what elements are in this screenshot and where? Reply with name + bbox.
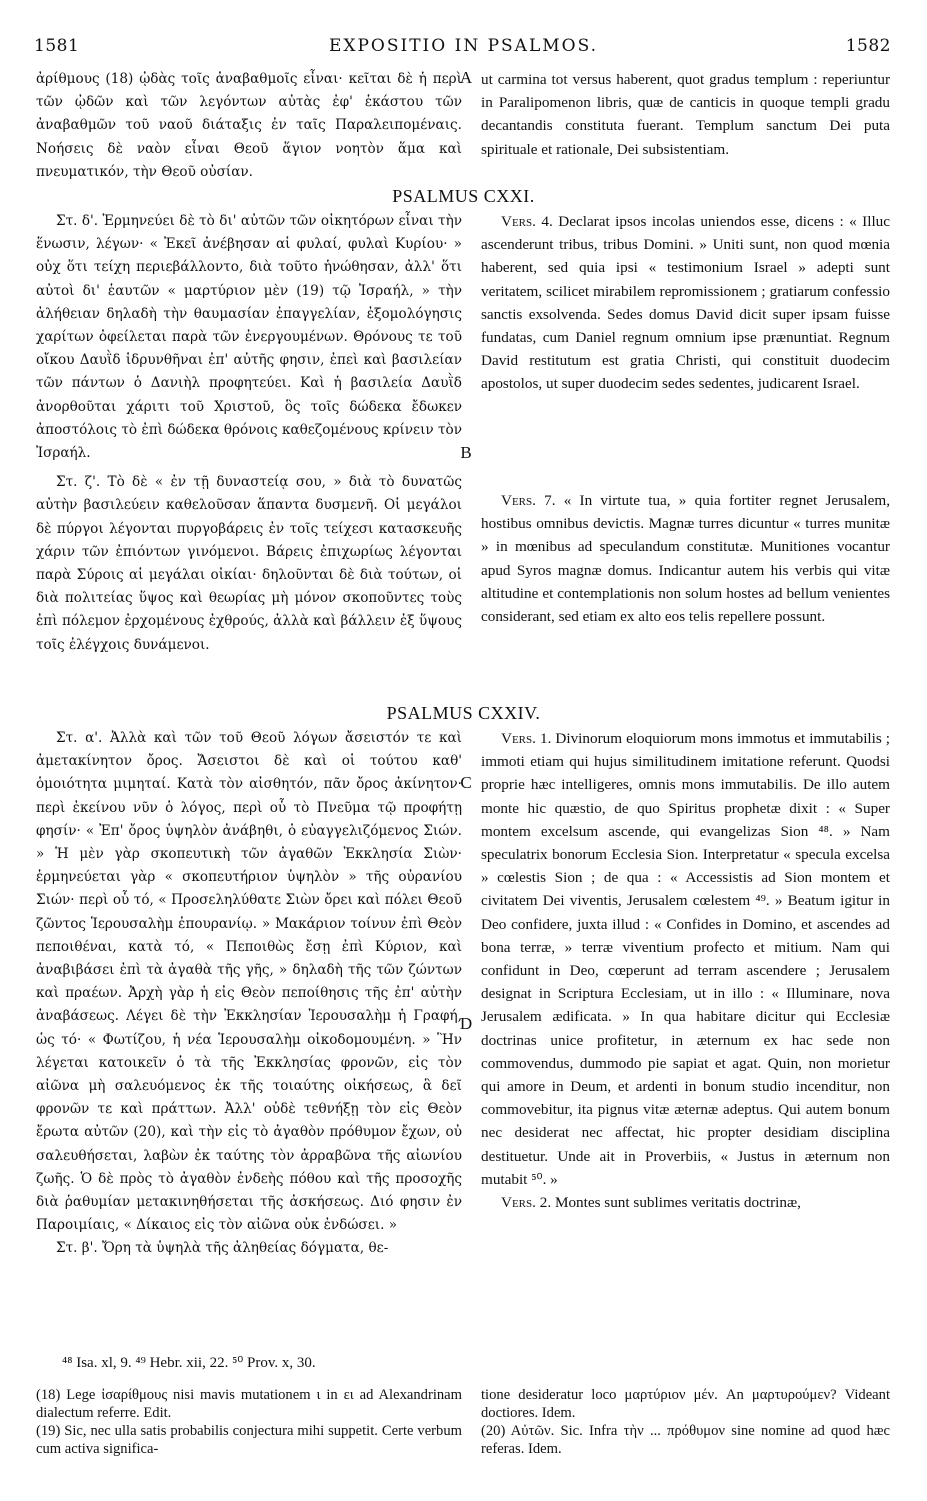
latin-psalm-cxxi-verse-7: Vers. 7. « In virtute tua, » quia fortiter regnet Jerusalem, hostibus omnibus devictis. Magnæ turres dicuntur « turres munitæ » in mœnibus ad speculandum constitutæ. Munitiones vocantur apud Syros magnæ domus. Indicantur autem his verbis qui vitæ altitudine et contemplationis non solum hostes ad bellum venientes considerant, sed etiam ex alto eos telis repellere possunt.: [481, 492, 890, 626]
footnotes-right: [481, 1386, 890, 1458]
margin-letter-a: A: [459, 68, 473, 87]
footnote-19: (19) Sic, nec ulla satis probabilis conjectura mihi suppetit. Certe verbum cum activa significa-: [36, 1423, 462, 1457]
margin-letter-d: D: [459, 1014, 473, 1033]
footnotes-left: [36, 1386, 462, 1458]
latin-psalm-cxxi-verse-4: Vers. 4. Declarat ipsos incolas uniendos esse, dicens : « Illuc ascenderunt tribus, tribus Domini. » Uniti sunt, non quod mœnia haberent, sed quia ipsi « testimonium Israel » adepti sunt veritatem, scilicet mirabilem repromissionem ; gratiarum confessio sanctis exsolvenda. Sedes domus David dicit super ipsam fuisse fundatas, cum Daniel regnum omnium ipse prænuntiat. Regnum David restitutum est gratia Christi, qui constituit duodecim apostolos, ut super duodecim sedes sedentes, judicarent Israel.: [481, 213, 891, 393]
greek-psalm-cxxiv-text: [36, 727, 462, 1261]
greek-psalm-cxxi-text: [36, 210, 462, 657]
verse-label: Vers.: [501, 730, 536, 747]
footnote-18: (18) Lege ἰσαρίθμους nisi mavis mutationem ι in ει ad Alexandrinam dialectum referre. Edit.: [36, 1387, 462, 1421]
verse-label: Vers.: [501, 492, 536, 509]
footnote-20: (20) Αὐτῶν. Sic. Infra τὴν ... πρόθυμον sine nomine ad quod hæc referas. Idem.: [481, 1423, 890, 1457]
verse-label: Vers.: [501, 213, 536, 230]
margin-letter-b: B: [460, 443, 472, 462]
page-number-left: 1581: [34, 36, 80, 56]
running-title: EXPOSITIO IN PSALMOS.: [328, 36, 599, 56]
page-number-right: 1582: [845, 36, 891, 56]
greek-verse-4: Στ. δ'. Ἑρμηνεύει δὲ τὸ δι' αὐτῶν τῶν οἰκητόρων εἶναι τὴν ἕνωσιν, λέγων· « Ἐκεῖ ἀνέβησαν αἱ φυλαί, φυλαὶ Κυρίου· » οὐχ ὅτι τείχη περιεβάλλοντο, διὰ τοῦτο ἡνώθησαν, ἀλλ' ὅτι αὐτοὶ δι' ἑαυτῶν « μαρτύριον μὲν (19) τῷ Ἰσραήλ, » τὴν ἀλήθειαν δηλαδὴ τὴν θαυμασίαν ἐπαγγελίαν, ἐξομολόγησις χαρίτων ὀφείλεται παρὰ τῶν ἐνεργουμένων. Θρόνους τε τοῦ οἴκου Δαυῒδ ἱδρυνθῆναι ἐπ' αὐτῆς φησιν, ἐπεὶ καὶ βασιλείαν τῶν πάντων ὁ Δανιὴλ προφητεύει. Καὶ ἡ βασιλεία Δαυῒδ ἀνορθοῦται χάριτι τοῦ Χριστοῦ, ὃς τοῖς δώδεκα ἔδωκεν ἀποστόλοις τὸ ἐπὶ δώδεκα θρόνοις καθεζομένους κρίνειν τὸν Ἰσραήλ.: [36, 213, 462, 462]
footnote-19-continued: tione desideratur loco μαρτύριον μέν. An μαρτυρούμεν? Videant doctiores. Idem.: [481, 1387, 890, 1421]
latin-psalm-cxxiv-text: Vers. 1. Divinorum eloquiorum mons immotus et immutabilis ; immoti etiam qui hujus similitudinem imitatione referunt. Quodsi proprie hæc intelligeres, omnis mons immutabilis. De illo autem monte hic quæstio, de quo Spiritus prophetæ dixit : « Super montem excelsum ascende, qui evangelizas Sion ⁴⁸. » Nam speculatrix bonorum Ecclesia Sion. Interpretatur « specula excelsa » cœlestis Sion ; de qua : « Accessistis ad Sion montem et civitatem Dei viventis, Jerusalem cœlestem ⁴⁹. » Beatum igitur in Deo confidere, juxta illud : « Confides in Domino, et ascendes ad bona terræ, » terræ viventium profecto et mitium. Nam qui confidunt in Deo, cœperunt ad terram ascendere ; Jerusalem designat in Scriptura Ecclesiam, ut in illo : « Illuminare, nova Jerusalem ædificata. » In qua habitare dicitur qui Ecclesiæ doctrinas unice profitetur, in æternum ex hac sede non commovendus, dummodo pie sapiat et agat. Quin, non morietur qui amore in Deum, et ardenti in bonum studio incenditur, non commovebitur, ita pignus vitæ æternæ adeptus. Qui autem bonum nec desiderat nec affectat, hic propter desidiam disciplina destituetur. Unde ait in Proverbiis, « Justus in æternum non mutabit ⁵⁰. » Vers. 2. Montes sunt sublimes veritatis doctrinæ,: [481, 730, 891, 1212]
scripture-references: ⁴⁸ Isa. xl, 9. ⁴⁹ Hebr. xii, 22. ⁵⁰ Prov. x, 30.: [62, 1355, 316, 1371]
psalm-heading-cxxiv: PSALMUS CXXIV.: [386, 703, 541, 723]
greek-verse-2: Στ. β'. Ὄρη τὰ ὑψηλὰ τῆς ἀληθείας δόγματα, θε-: [56, 1240, 389, 1257]
verse-label: Vers.: [501, 1194, 536, 1212]
latin-intro-text: ut carmina tot versus haberent, quot gradus templum : reperiuntur in Paralipomenon libris, quæ de canticis in quoque templi gradu decantandis constituta fuerant. Templum sanctum Dei puta spirituale et rationale, Dei subsistentiam.: [481, 71, 890, 158]
greek-verse-7: Στ. ζ'. Τὸ δὲ « ἐν τῇ δυναστείᾳ σου, » διὰ τὸ δυνατῶς αὐτὴν βασιλεύειν καθελοῦσαν ἅπαντα δυσμενῆ. Οἱ μεγάλοι δὲ πύργοι λέγονται πυργοβάρεις ἐν τοῖς τείχεσι κατασκευῆς χάριν τῶν ἐπιόντων γινόμενοι. Βάρεις ἐπιχωρίως λέγονται παρὰ Σύροις αἱ μεγάλαι οἰκίαι· δηλοῦνται δὲ διὰ τούτων, οἱ διὰ πολιτείας ὕψος καὶ θεωρίας μὴ μόνον σκοποῦντες τοὺς ἐπὶ πόλεμον ἐρχομένους ἐχθρούς, ἀλλὰ καὶ βάλλειν ἐξ ὕψους τοῖς ἐλέγχοις δυνάμενοι.: [36, 474, 462, 653]
greek-intro-text: ἀρίθμους (18) ᾠδὰς τοῖς ἀναβαθμοῖς εἶναι· κεῖται δὲ ἡ περὶ τῶν ᾠδῶν καὶ τῶν λεγόντων αὐτὰς ἐφ' ἑκάστου τῶν ἀναβαθμῶν τοῦ ναοῦ διάταξις ἐν ταῖς Παραλειπομέναις. Νοήσεις δὲ ναὸν εἶναι Θεοῦ ἅγιον νοητὸν ἅμα καὶ πνευματικόν, τὴν Θεοῦ οὐσίαν.: [36, 71, 462, 180]
greek-verse-1: Στ. α'. Ἀλλὰ καὶ τῶν τοῦ Θεοῦ λόγων ἄσειστόν τε καὶ ἀμετακίνητον ὄρος. Ἄσειστοι δὲ καὶ οἱ τούτου καθ' ὁμοιότητα μιμηταί. Κατὰ τὸν αἰσθητόν, πᾶν ὄρος ἀκίνητον· περὶ ἐκείνου νῦν ὁ λόγος, περὶ οὗ τὸ Πνεῦμα τῷ προφήτῃ φησίν· « Ἐπ' ὄρος ὑψηλὸν ἀνάβηθι, ὁ εὐαγγελιζόμενος Σιών. » Ἡ μὲν γὰρ σκοπευτικὴ τῶν ἀγαθῶν Ἐκκλησία Σιὼν· ἑρμηνεύεται γὰρ « σκοπευτήριον ὑψηλὸν » τῆς οὐρανίου Σιών· περὶ οὗ τό, « Προσεληλύθατε Σιὼν ὄρει καὶ πόλει Θεοῦ ζῶντος Ἱερουσαλὴμ ἐπουρανίῳ. » Μακάριον τοίνυν ἐπὶ Θεὸν πεποιθέναι, κατὰ τό, « Πεποιθὼς ἔσῃ ἐπὶ Κύριον, καὶ ἀναβιβάσει ἐπὶ τὰ ἀγαθὰ τῆς γῆς, » δηλαδὴ τῆς τῶν ζώντων καὶ πραέων. Ἀρχὴ γὰρ ἡ εἰς Θεὸν πεποίθησις τῆς ἐπ' αὐτὴν ἀναβάσεως. Λέγει δὲ τὴν Ἐκκλησίαν Ἱερουσαλὴμ ἡ Γραφή, ὡς τό· « Φωτίζου, ἡ νέα Ἱερουσαλὴμ οἰκοδομουμένη. » Ἣν λέγεται κατοικεῖν ὁ τὰ τῆς Ἐκκλησίας φρονῶν, εἰς τὸν αἰῶνα μὴ σαλευόμενος ἐκ τῆς τοιαύτης οἰκήσεως, ἃ δεῖ φρονῶν τε καὶ πράττων. Ἀλλ' οὐδὲ τεθνήξῃ τὸν εἰς Θεὸν ἔρωτα αὐτῶν (20), καὶ τὴν εἰς τὸ ἀγαθὸν πρόθυμον ἔχων, οὐ σαλευθήσεται, λαβὼν ἐκ ταύτης τὸν ἀρραβῶνα τῆς αἰωνίου ζωῆς. Ὁ δὲ πρὸς τὸ ἀγαθὸν ἐνδεὴς πόθου καὶ τῆς προσοχῆς διὰ ῥαθυμίαν μετακινηθήσεται τῆς ἀσκήσεως. Διό φησιν ἐν Παροιμίαις, « Δίκαιος εἰς τὸν αἰῶνα οὐκ ἐνδώσει. »: [36, 730, 462, 1234]
psalm-heading-cxxi: PSALMUS CXXI.: [392, 186, 535, 206]
margin-letter-c: C: [460, 773, 472, 792]
